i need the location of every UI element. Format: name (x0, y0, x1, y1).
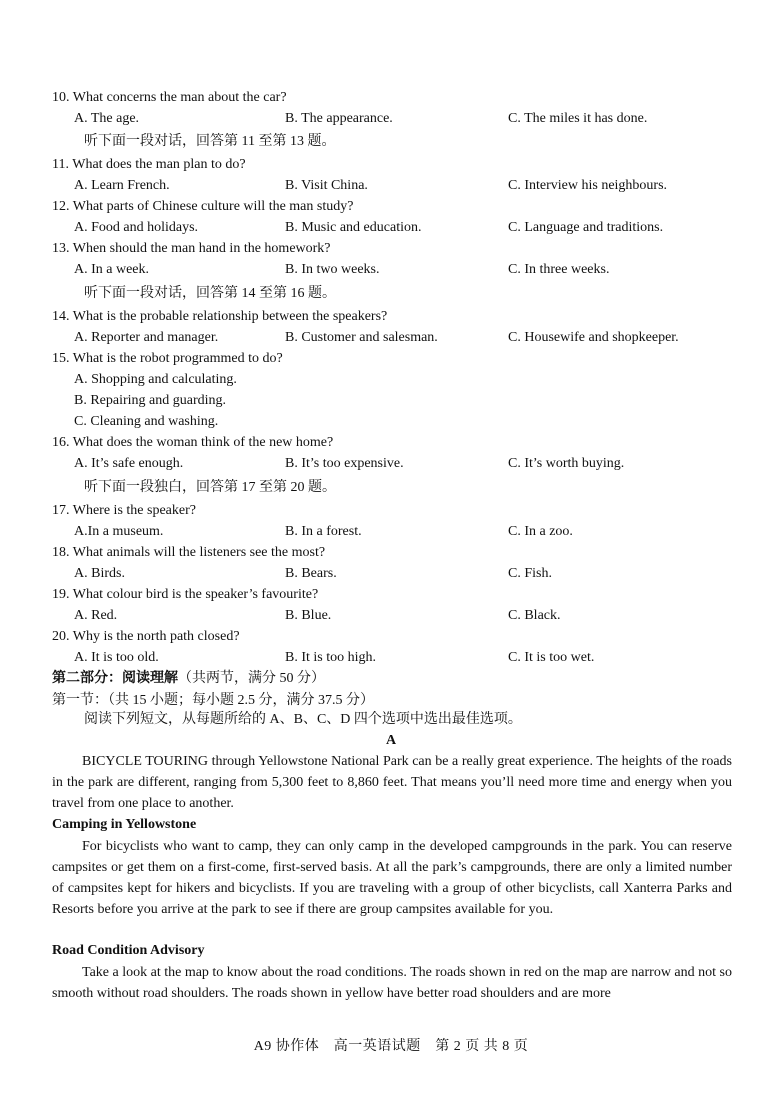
option-13b: B. In two weeks. (285, 262, 380, 277)
option-19a: A. Red. (74, 608, 118, 623)
option-16a: A. It’s safe enough. (74, 456, 184, 471)
option-20a: A. It is too old. (74, 650, 159, 665)
option-17c: C. In a zoo. (508, 524, 573, 539)
question-18: 18. What animals will the listeners see the most? (52, 545, 326, 560)
question-20: 20. Why is the north path closed? (52, 629, 240, 644)
question-14: 14. What is the probable relationship between the speakers? (52, 309, 388, 324)
option-15b: B. Repairing and guarding. (74, 393, 227, 408)
option-10a: A. The age. (74, 111, 140, 126)
option-11b: B. Visit China. (285, 178, 368, 193)
passage-paragraph-2: For bicyclists who want to camp, they can only camp in the developed campgrounds in the park. You can reserve campsites or get them on a first-come, first-served basis. At all the park’s campgrounds, there are only a limited number of campsites kept for hikers and bicyclists. If you are traveling with a group of other bicyclists, call Xanterra Parks and Resorts before you arrive at the park to see if there are group campsites available for you. (52, 839, 732, 917)
option-14a: A. Reporter and manager. (74, 330, 219, 345)
section1-title: 第一节：（共 15 小题；每小题 2.5 分，满分 37.5 分） (52, 693, 374, 708)
option-18c: C. Fish. (508, 566, 552, 581)
heading-camping: Camping in Yellowstone (52, 817, 197, 832)
part2-title-bold: 第二部分：阅读理解 (52, 671, 178, 686)
passage-label: A (385, 733, 397, 748)
passage-paragraph-1: BICYCLE TOURING through Yellowstone National Park can be a really great experience. The heights of the roads in the park are different, ranging from 5,300 feet to 8,860 feet. That means you’ll need more time and energy when you travel from one place to another. (52, 754, 732, 811)
option-10c: C. The miles it has done. (508, 111, 648, 126)
passage-paragraph-3: Take a look at the map to know about the road conditions. The roads shown in red on the map are narrow and not so smooth without road shoulders. The roads shown in yellow have better road shoulders and are more (52, 965, 732, 1001)
option-14b: B. Customer and salesman. (285, 330, 438, 345)
option-17a: A.In a museum. (74, 524, 164, 539)
question-16: 16. What does the woman think of the new home? (52, 435, 334, 450)
option-11a: A. Learn French. (74, 178, 170, 193)
option-17b: B. In a forest. (285, 524, 362, 539)
option-12b: B. Music and education. (285, 220, 422, 235)
option-16c: C. It’s worth buying. (508, 456, 625, 471)
option-18b: B. Bears. (285, 566, 337, 581)
option-11c: C. Interview his neighbours. (508, 178, 668, 193)
question-11: 11. What does the man plan to do? (52, 157, 246, 172)
instruction-17-20: 听下面一段独白，回答第 17 至第 20 题。 (84, 480, 336, 495)
option-19c: C. Black. (508, 608, 561, 623)
option-13c: C. In three weeks. (508, 262, 610, 277)
option-20b: B. It is too high. (285, 650, 377, 665)
option-20c: C. It is too wet. (508, 650, 595, 665)
option-10b: B. The appearance. (285, 111, 393, 126)
question-19: 19. What colour bird is the speaker’s favourite? (52, 587, 319, 602)
option-13a: A. In a week. (74, 262, 150, 277)
question-12: 12. What parts of Chinese culture will the man study? (52, 199, 354, 214)
question-10: 10. What concerns the man about the car? (52, 90, 287, 105)
option-16b: B. It’s too expensive. (285, 456, 404, 471)
option-19b: B. Blue. (285, 608, 332, 623)
option-18a: A. Birds. (74, 566, 125, 581)
instruction-14-16: 听下面一段对话，回答第 14 至第 16 题。 (84, 286, 336, 301)
part2-title (52, 670, 325, 688)
option-12a: A. Food and holidays. (74, 220, 199, 235)
question-15: 15. What is the robot programmed to do? (52, 351, 283, 366)
instruction-11-13: 听下面一段对话，回答第 11 至第 13 题。 (84, 134, 336, 149)
option-12c: C. Language and traditions. (508, 220, 664, 235)
reading-directions: 阅读下列短文，从每题所给的 A、B、C、D 四个选项中选出最佳选项。 (84, 712, 522, 727)
option-15a: A. Shopping and calculating. (74, 372, 237, 387)
option-15c: C. Cleaning and washing. (74, 414, 219, 429)
option-14c: C. Housewife and shopkeeper. (508, 330, 679, 345)
page-footer: A9 协作体 高一英语试题 第 2 页 共 8 页 (253, 1039, 529, 1054)
question-17: 17. Where is the speaker? (52, 503, 196, 518)
part2-title-rest: （共两节，满分 50 分） (178, 671, 325, 686)
question-13: 13. When should the man hand in the homework? (52, 241, 331, 256)
heading-road-condition: Road Condition Advisory (52, 943, 205, 958)
